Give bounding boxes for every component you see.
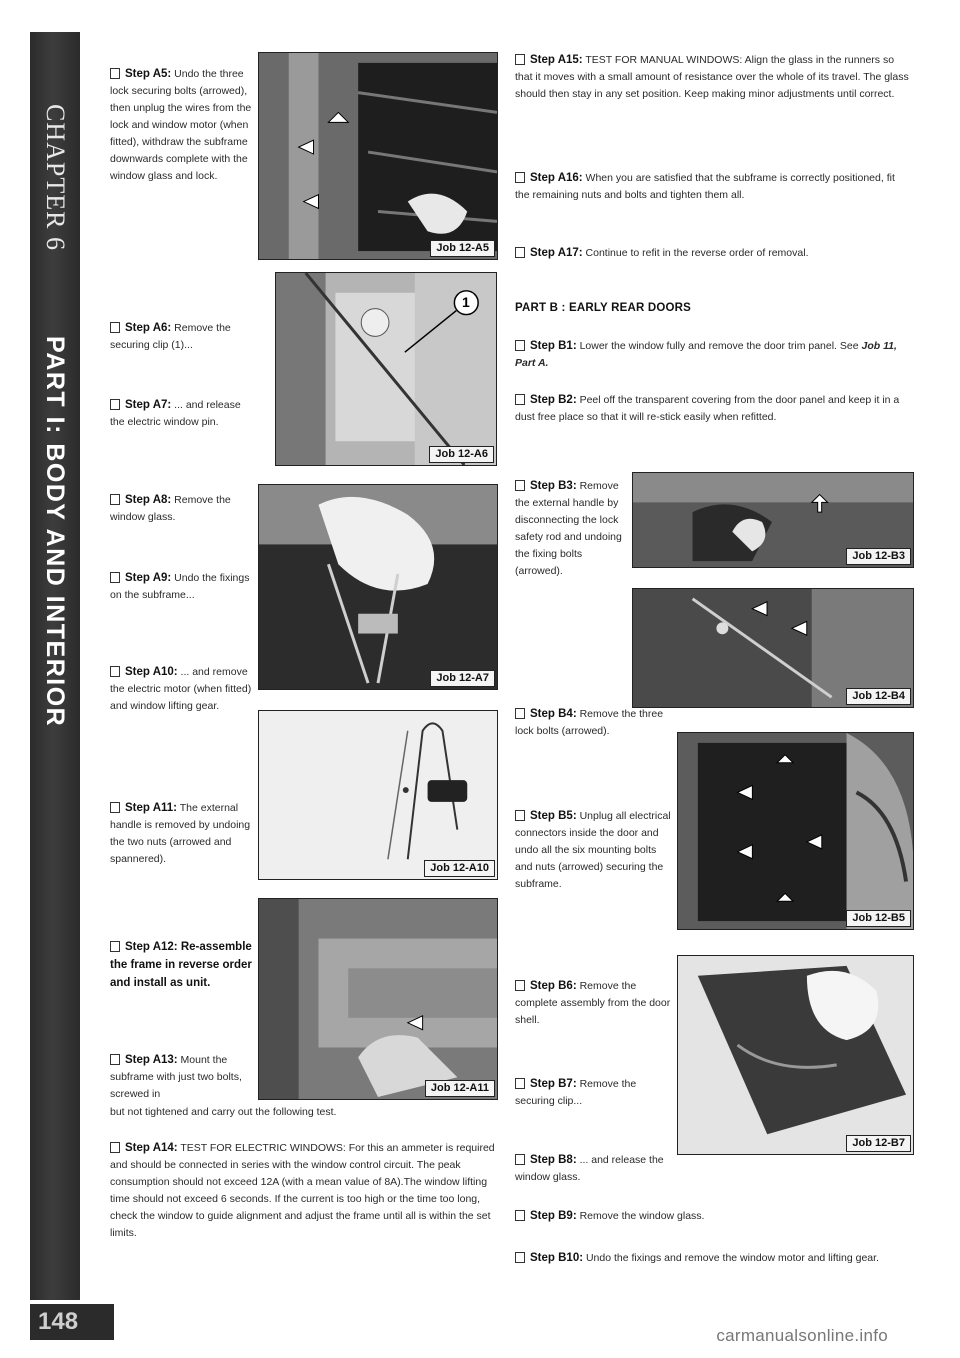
step-b2: Step B2: Peel off the transparent covering from the door panel and keep it in a dust free place so that it will re-stick easily when refitted. <box>515 394 900 423</box>
step-b10: Step B10: Undo the fixings and remove the window motor and lifting gear. <box>515 1250 910 1267</box>
step-b8: Step B8: ... and release the window glass. <box>515 1154 664 1183</box>
step-a13: Step A13: Mount the subframe with just two bolts, screwed in <box>110 1054 242 1100</box>
cross-reference-link[interactable]: Job 11, Part A. <box>515 340 897 369</box>
photo-caption: Job 12-A5 <box>430 240 495 257</box>
photo-caption: Job 12-A7 <box>430 670 495 687</box>
checkbox-icon <box>110 322 120 333</box>
photo-job-12-b4 <box>632 588 914 708</box>
checkbox-icon <box>110 399 120 410</box>
step-a15: Step A15: TEST FOR MANUAL WINDOWS: Align the glass in the runners so that it moves with a small amount of resistance over the whole of its travel. The glass should then stay in any set position. Keep making minor adjustments until correct. <box>515 54 909 100</box>
step-a17: Step A17: Continue to refit in the reverse order of removal. <box>515 245 910 262</box>
checkbox-icon <box>515 1078 525 1089</box>
photo-job-12-b7 <box>677 955 914 1155</box>
checkbox-icon <box>515 810 525 821</box>
step-b1: Step B1: Lower the window fully and remove the door trim panel. See Job 11, Part A. <box>515 340 897 369</box>
photo-job-12-b3 <box>632 472 914 568</box>
checkbox-icon <box>110 1054 120 1065</box>
checkbox-icon <box>110 1142 120 1153</box>
checkbox-icon <box>515 394 525 405</box>
step-a16: Step A16: When you are satisfied that the subframe is correctly positioned, fit the remaining nuts and bolts and tighten them all. <box>515 172 895 201</box>
checkbox-icon <box>515 340 525 351</box>
step-b5: Step B5: Unplug all electrical connectors inside the door and undo all the six mounting bolts and nuts (arrowed) securing the subframe. <box>515 810 671 890</box>
photo-caption: Job 12-A6 <box>429 446 494 463</box>
callout-number: 1 <box>462 294 470 310</box>
photo-job-12-a6 <box>275 272 497 466</box>
step-b4: Step B4: Remove the three lock bolts (arrowed). <box>515 708 664 737</box>
checkbox-icon <box>515 1252 525 1263</box>
checkbox-icon <box>515 480 525 491</box>
checkbox-icon <box>110 941 120 952</box>
photo-caption: Job 12-B7 <box>846 1135 911 1152</box>
step-b6: Step B6: Remove the complete assembly from the door shell. <box>515 980 671 1026</box>
watermark: carmanualsonline.info <box>716 1326 888 1345</box>
step-a12: Step A12: Re-assemble the frame in reverse order and install as unit. <box>110 941 252 989</box>
checkbox-icon <box>110 494 120 505</box>
photo-caption: Job 12-A10 <box>424 860 495 877</box>
photo-job-12-b5 <box>677 732 914 930</box>
step-a7: Step A7: ... and release the electric window pin. <box>110 399 241 428</box>
photo-caption: Job 12-A11 <box>425 1080 495 1097</box>
checkbox-icon <box>515 54 525 65</box>
step-b3: Step B3: Remove the external handle by disconnecting the lock safety rod and undoing the fixing bolts (arrowed). <box>515 480 622 577</box>
photo-job-12-a5 <box>258 52 498 260</box>
checkbox-icon <box>515 172 525 183</box>
step-a10: Step A10: ... and remove the electric motor (when fitted) and window lifting gear. <box>110 666 252 712</box>
step-a6: Step A6: Remove the securing clip (1)... <box>110 322 231 351</box>
checkbox-icon <box>110 666 120 677</box>
step-a8: Step A8: Remove the window glass. <box>110 494 231 523</box>
chapter-title: CHAPTER 6 <box>41 103 70 251</box>
page-number: 148 <box>30 1304 114 1340</box>
step-a9: Step A9: Undo the fixings on the subframe... <box>110 572 250 601</box>
photo-caption: Job 12-B3 <box>846 548 911 565</box>
checkbox-icon <box>515 1210 525 1221</box>
photo-job-12-a7 <box>258 484 498 690</box>
part-title: PART I: BODY AND INTERIOR <box>41 336 69 728</box>
step-a13-continued: but not tightened and carry out the following test. <box>110 1106 337 1118</box>
step-a5: Step A5: Undo the three lock securing bolts (arrowed), then unplug the wires from the lock and window motor (when fitted), withdraw the subframe downwards complete with the window glass and lock. <box>110 68 252 182</box>
photo-job-12-a10 <box>258 710 498 880</box>
checkbox-icon <box>515 980 525 991</box>
step-a11: Step A11: The external handle is removed by undoing the two nuts (arrowed and spannered). <box>110 802 251 865</box>
checkbox-icon <box>110 572 120 583</box>
checkbox-icon <box>515 1154 525 1165</box>
checkbox-icon <box>515 247 525 258</box>
step-b7: Step B7: Remove the securing clip... <box>515 1078 637 1107</box>
section-heading-part-b: PART B : EARLY REAR DOORS <box>515 302 692 314</box>
step-b9: Step B9: Remove the window glass. <box>515 1208 910 1225</box>
photo-caption: Job 12-B5 <box>846 910 911 927</box>
photo-caption: Job 12-B4 <box>846 688 911 705</box>
checkbox-icon <box>110 802 120 813</box>
photo-job-12-a11 <box>258 898 498 1100</box>
checkbox-icon <box>515 708 525 719</box>
chapter-sidebar <box>30 32 80 1300</box>
checkbox-icon <box>110 68 120 79</box>
step-a14: Step A14: TEST FOR ELECTRIC WINDOWS: For this an ammeter is required and should be connected in series with the window control circuit. The peak consumption should not exceed 12A (with a mean value of 8A).The window lifting time should not exceed 6 seconds. If the current is too high or the time too long, check the window to guide alignment and adjust the frame until all is within the set limits. <box>110 1142 495 1239</box>
